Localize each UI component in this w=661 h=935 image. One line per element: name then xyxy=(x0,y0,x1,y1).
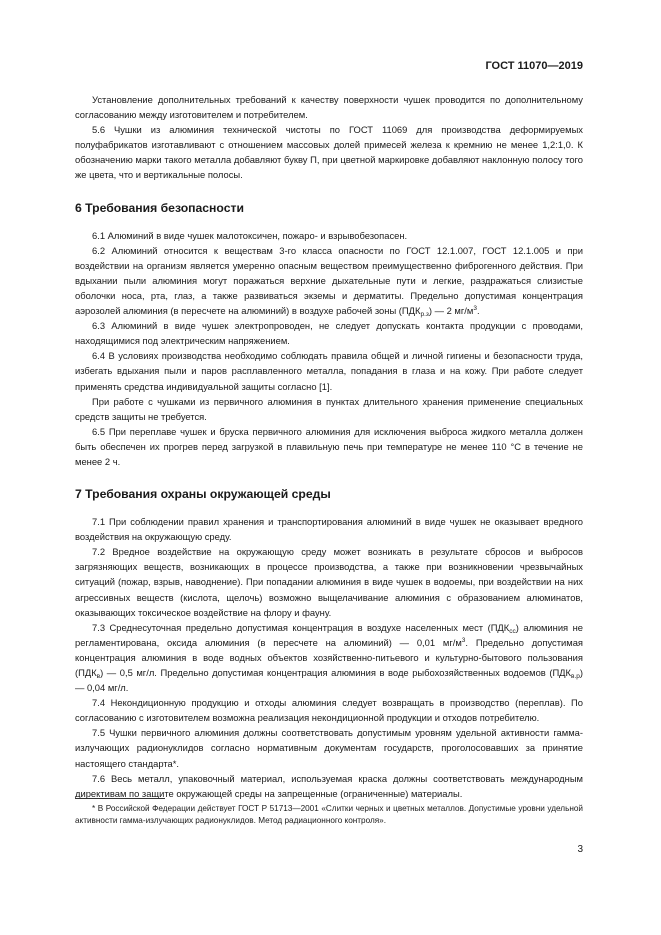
footnote-divider xyxy=(75,798,165,799)
clause-7-6: 7.6 Весь металл, упаковочный материал, используемая краска должны соответствовать международным директивам по защите окружающей среды на запрещенные (ограниченные) материалы. xyxy=(75,772,583,799)
clause-7-1: 7.1 При соблюдении правил хранения и транспортирования алюминий в виде чушек не оказывает вредного воздействия на окружающую среду. xyxy=(75,516,583,543)
section-6-heading: 6 Требования безопасности xyxy=(75,200,244,215)
clause-6-2-period: . xyxy=(476,305,480,317)
clause-6-1: 6.1 Алюминий в виде чушек малотоксичен, пожаро- и взрывобезопасен. xyxy=(92,229,408,241)
clause-7-3-text-c: . Предельно допустимая концентрация алюминия в воде водных объектов хозяйственно-питьевого и культурно-бытового пользования (ПДК xyxy=(75,636,583,678)
intro-paragraph-1: Установление дополнительных требований к качеству поверхности чушек проводится по дополнительному согласованию между изготовителем и потребителем. xyxy=(75,94,583,121)
pdk-ss-subscript: сс xyxy=(509,627,516,635)
page-number: 3 xyxy=(577,844,583,855)
clause-6-3: 6.3 Алюминий в виде чушек электропроводен, не следует допускать контакта продукции с проводами, находящимися под электрическим напряжением. xyxy=(75,320,583,347)
clause-7-2: 7.2 Вредное воздействие на окружающую среду может возникать в результате сбросов и выбросов загрязняющих веществ, возникающих в процессе производства, а также при возникновении чрезвычайных ситуаций (пожар, взрыв, наводнение). При попадании алюминия в виде чушек в водоемы, при воздействии на них агрессивных веществ (кислота, щелочь) возможно выщелачивание алюминия с образованием алюминатов, оказывающих токсическое воздействие на флору и фауну. xyxy=(75,546,583,618)
page-content xyxy=(75,92,583,801)
clause-7-4: 7.4 Некондиционную продукцию и отходы алюминия следует возвращать в производство (переплав). По согласованию с изготовителем возможна реализация некондиционной продукции и отходов потребителю. xyxy=(75,697,583,724)
section-7-heading: 7 Требования охраны окружающей среды xyxy=(75,487,331,502)
pdk-rz-subscript: р.з xyxy=(420,311,429,319)
m3-superscript-2: 3 xyxy=(461,636,466,644)
clause-7-3-text-e: ) — 0,04 мг/л. xyxy=(75,667,583,694)
m3-superscript: 3 xyxy=(473,305,477,313)
clause-7-3-text-b: ) алюминия не регламентирована, оксида алюминия (в пересчете на алюминий) — 0,01 мг/м xyxy=(75,621,583,648)
clause-6-4: 6.4 В условиях производства необходимо соблюдать правила общей и личной гигиены и безопасности труда, избегать вдыхания пыли и паров расплавленного металла, попадания в глаза и на кожу. При работе следует применять средства индивидуальной защиты согласно [1]. xyxy=(75,350,583,392)
document-code-header: ГОСТ 11070—2019 xyxy=(485,60,583,72)
clause-6-2-text: 6.2 Алюминий относится к веществам 3-го класса опасности по ГОСТ 12.1.007, ГОСТ 12.1.005 и при воздействии на организм является умеренно опасным веществом преимущественно фиброгенного действия. При вдыхании пыли алюминия могут поражаться верхние дыхательные пути и легкие, раздражаться слизистые оболочки носа, рта, глаз, а также развиваться экземы и дерматиты. Предельно допустимая концентрация аэрозолей алюминия (в пересчете на алюминий) в воздухе рабочей зоны (ПДК xyxy=(75,244,583,317)
pdk-vr-subscript: в.р xyxy=(571,673,580,680)
clause-6-2 xyxy=(75,243,583,318)
clause-6-4-note: При работе с чушками из первичного алюминия в пунктах длительного хранения применение специальных средств защиты не требуется. xyxy=(75,395,583,422)
clause-7-5: 7.5 Чушки первичного алюминия должны соответствовать допустимым уровням удельной активности гамма-излучающих радионуклидов согласно нормативным документам государств, проголосовавших за принятие настоящего стандарта*. xyxy=(75,727,583,769)
clause-7-3 xyxy=(75,620,583,695)
clause-5-6: 5.6 Чушки из алюминия технической чистоты по ГОСТ 11069 для производства деформируемых полуфабрикатов изготавливают с отношением массовых долей примесей железа к кремнию не менее 1,2:1,0. К обозначению марки такого металла добавляют букву П, при цветной маркировке добавляют наклонную полосу того же цвета, что и вертикальные полосы. xyxy=(75,124,583,181)
clause-7-3-text-a: 7.3 Среднесуточная предельно допустимая концентрация в воздухе населенных мест (ПДК xyxy=(92,621,510,633)
clause-6-2-value: ) — 2 мг/м xyxy=(428,305,474,317)
clause-6-5: 6.5 При переплаве чушек и бруска первичного алюминия для исключения выброса жидкого металла должен быть обеспечен их прогрев перед загрузкой в плавильную печь при температуре не менее 110 °С в течение не менее 2 ч. xyxy=(75,425,583,467)
footnote: * В Российской Федерации действует ГОСТ Р 51713—2001 «Слитки черных и цветных металлов. Допустимые уровни удельной активности гамма-излучающих радионуклидов. Метод радиационного контроля». xyxy=(75,804,583,825)
pdk-v-subscript: в xyxy=(96,673,101,680)
clause-7-3-text-d: ) — 0,5 мг/л. Предельно допустимая концентрация алюминия в воде рыбохозяйственных водоемов (ПДК xyxy=(100,667,571,678)
